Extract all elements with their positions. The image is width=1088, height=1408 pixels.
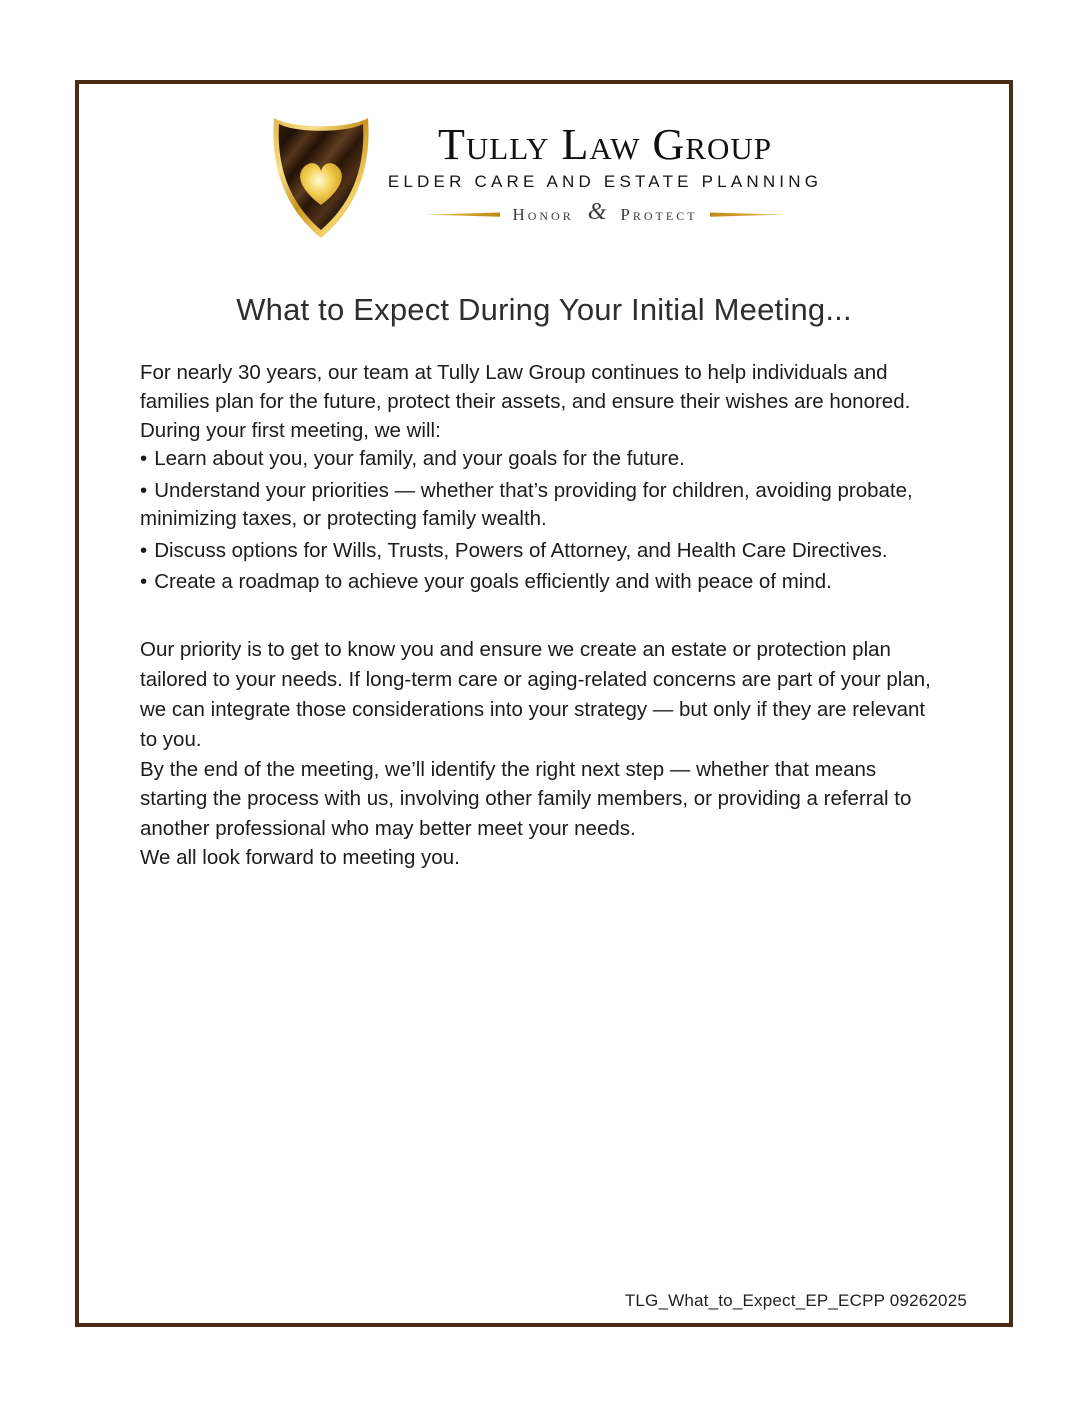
list-item-text: Discuss options for Wills, Trusts, Powers of Attorney, and Health Care Directives. bbox=[154, 538, 888, 562]
list-item-text: Create a roadmap to achieve your goals efficiently and with peace of mind. bbox=[154, 570, 832, 593]
motto-ampersand: & bbox=[587, 199, 607, 226]
list-item bbox=[140, 568, 945, 597]
list-item-text: Understand your priorities — whether that’s providing for children, avoiding probate, minimizing taxes, or protecting family wealth. bbox=[140, 478, 913, 530]
document-id: TLG_What_to_Expect_EP_ECPP 09262025 bbox=[624, 1291, 967, 1310]
list-item bbox=[140, 537, 945, 566]
closing-paragraph: By the end of the meeting, we’ll identify the right next step — whether that means starting the process with us, involving other family members, or providing a referral to another professional who may better meet your needs. bbox=[140, 757, 912, 840]
logo-text-block bbox=[387, 119, 823, 228]
bullet-icon: • bbox=[140, 538, 148, 562]
bullet-icon: • bbox=[140, 570, 148, 593]
list-item bbox=[140, 477, 945, 534]
document-page bbox=[75, 80, 1013, 1327]
priority-paragraph: Our priority is to get to know you and ensure we create an estate or protection plan tailored to your needs. If long-term care or aging-related concerns are part of your plan, we can integrate those considerations into your strategy — but only if they are relevant to you. bbox=[140, 637, 931, 751]
company-tagline: ELDER CARE AND ESTATE PLANNING bbox=[387, 172, 823, 192]
shield-heart-icon bbox=[266, 108, 376, 242]
bullet-icon: • bbox=[140, 478, 148, 502]
document-body bbox=[79, 358, 1009, 872]
meeting-lead: During your first meeting, we will: bbox=[140, 419, 441, 442]
list-item-text: Learn about you, your family, and your goals for the future. bbox=[154, 447, 685, 470]
company-name: Tully Law Group bbox=[438, 119, 772, 169]
signoff: We all look forward to meeting you. bbox=[140, 846, 460, 869]
page-title: What to Expect During Your Initial Meeting... bbox=[236, 292, 852, 327]
company-motto bbox=[424, 201, 785, 228]
intro-paragraph: For nearly 30 years, our team at Tully Law Group continues to help individuals and families plan for the future, protect their assets, and ensure their wishes are honored. bbox=[140, 361, 911, 413]
motto-protect: Protect bbox=[620, 204, 698, 224]
company-logo bbox=[79, 84, 1009, 242]
motto-honor: Honor bbox=[512, 204, 574, 224]
list-item bbox=[140, 445, 945, 474]
gold-flourish-right-icon bbox=[710, 212, 786, 217]
bullet-list bbox=[140, 445, 945, 597]
gold-flourish-left-icon bbox=[424, 212, 500, 217]
bullet-icon: • bbox=[140, 447, 148, 470]
